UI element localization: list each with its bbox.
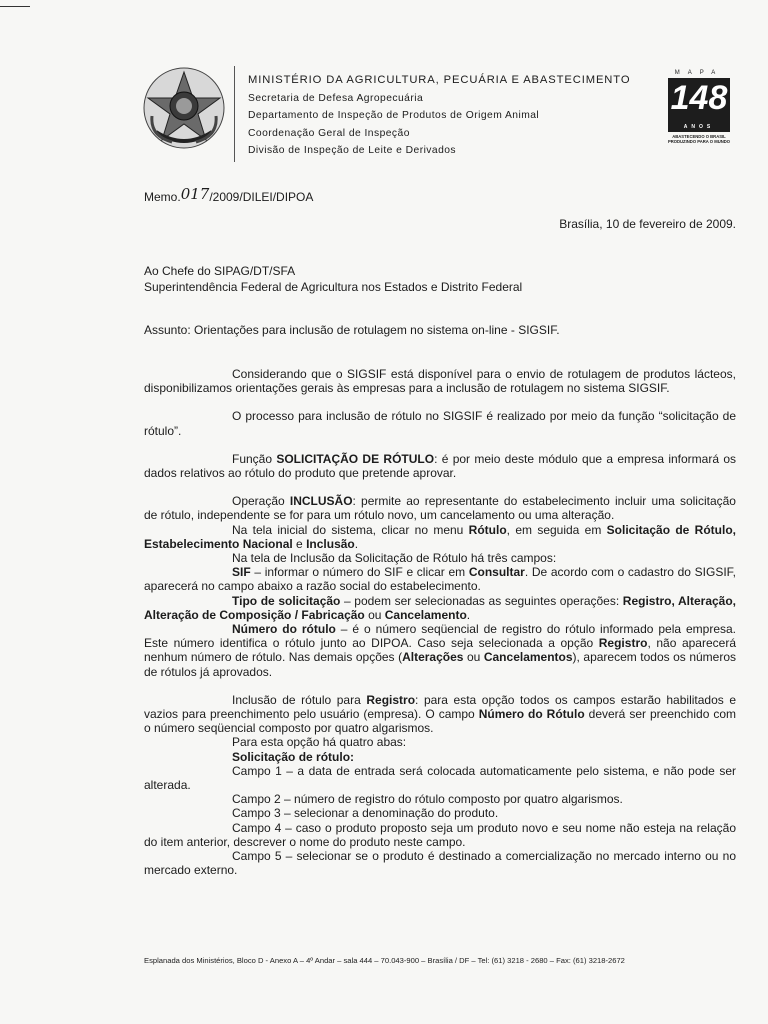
mapa-logo-number: 148 (670, 79, 728, 117)
paragraph: Na tela inicial do sistema, clicar no menu Rótulo, em seguida em Solicitação de Rótulo, Estabelecimento Nacional e Inclusão. (144, 522, 736, 551)
addressee-line-1: Ao Chefe do SIPAG/DT/SFA (144, 264, 296, 278)
letterhead-line: Coordenação Geral de Inspeção (248, 127, 410, 139)
paragraph: Número do rótulo – é o número seqüencial de registro do rótulo informado pela empresa. Este número identifica o rótulo junto ao DIPOA. Caso seja selecionada a opção Registro, não aparecerá nenhum número de rótulo. Nas demais opções (Alterações ou Cancelamentos), aparecem todos os números de rótulos já aprovados. (144, 622, 737, 679)
addressee (144, 263, 522, 295)
memo-body (144, 367, 736, 878)
paragraph: Na tela de Inclusão da Solicitação de Rótulo há três campos: (232, 551, 557, 566)
paragraph: SIF – informar o número do SIF e clicar em Consultar. De acordo com o cadastro do SIGSIF, aparecerá no campo abaixo a razão social do estabelecimento. (144, 565, 736, 594)
mapa-logo-anos: ANOS (683, 124, 715, 130)
paragraph: O processo para inclusão de rótulo no SIGSIF é realizado por meio da função “solicitação de rótulo”. (144, 409, 736, 438)
letterhead-line: Departamento de Inspeção de Produtos de Origem Animal (248, 110, 540, 122)
paragraph: Campo 3 – selecionar a denominação do produto. (232, 806, 499, 821)
letterhead-text (248, 72, 630, 160)
letterhead-line: Divisão de Inspeção de Leite e Derivados (248, 145, 457, 157)
memo-reference (144, 187, 313, 205)
paragraph: Inclusão de rótulo para Registro: para esta opção todos os campos estarão habilitados e vazios para preenchimento pelo usuário (empresa). O campo Número do Rótulo deverá ser preenchido com o número seqüencial composto por quatro algarismos. (144, 692, 737, 736)
memo-suffix: /2009/DILEI/DIPOA (209, 190, 314, 204)
scan-corner-mark (0, 6, 30, 7)
footer-address: Esplanada dos Ministérios, Bloco D - Anexo A – 4º Andar – sala 444 – 70.043-900 – Brasília / DF – Tel: (61) 3218 - 2680 – Fax: (61) 3218-2672 (144, 956, 625, 965)
coat-of-arms-icon (142, 66, 226, 150)
mapa-logo-box (668, 78, 730, 132)
paragraph: Campo 2 – número de registro do rótulo composto por quatro algarismos. (232, 792, 623, 807)
paragraph: Considerando que o SIGSIF está disponível para o envio de rotulagem de produtos lácteos, disponibilizamos orientações gerais às empresas para a inclusão de rotulagem no sistema SIGSIF. (144, 367, 736, 396)
mapa-logo-top: MAPA (674, 70, 724, 76)
mapa-148-logo (660, 70, 738, 144)
document-date: Brasília, 10 de fevereiro de 2009. (559, 217, 736, 231)
mapa-logo-subtitle: ABASTECENDO O BRASIL PRODUZINDO PARA O MUNDO (667, 134, 731, 144)
paragraph: Tipo de solicitação – podem ser selecionadas as seguintes operações: Registro, Alteração, Alteração de Composição / Fabricação ou Cancelamento. (144, 593, 736, 622)
paragraph: Operação INCLUSÃO: permite ao representante do estabelecimento incluir uma solicitação de rótulo, independente se for para um rótulo novo, um cancelamento ou uma alteração. (144, 494, 736, 523)
addressee-line-2: Superintendência Federal de Agricultura nos Estados e Distrito Federal (144, 280, 523, 294)
ministry-name: MINISTÉRIO DA AGRICULTURA, PECUÁRIA E ABASTECIMENTO (248, 74, 631, 86)
paragraph: Para esta opção há quatro abas: (232, 735, 407, 750)
memo-handwritten-number: 017 (180, 185, 210, 203)
paragraph: Função SOLICITAÇÃO DE RÓTULO: é por meio deste módulo que a empresa informará os dados relativos ao rótulo do produto que pretende aprovar. (144, 451, 737, 481)
letterhead-divider (234, 66, 235, 162)
memo-prefix: Memo. (144, 190, 181, 204)
subject-line: Assunto: Orientações para inclusão de rotulagem no sistema on-line - SIGSIF. (144, 323, 560, 337)
paragraph: Campo 4 – caso o produto proposto seja um produto novo e seu nome não esteja na relação do item anterior, descrever o nome do produto neste campo. (144, 820, 736, 849)
letterhead-line: Secretaria de Defesa Agropecuária (248, 92, 424, 104)
paragraph: Campo 5 – selecionar se o produto é destinado a comercialização no mercado interno ou no mercado externo. (144, 849, 736, 878)
paragraph: Campo 1 – a data de entrada será colocada automaticamente pelo sistema, e não pode ser alterada. (144, 763, 736, 793)
paragraph: Solicitação de rótulo: (232, 749, 355, 764)
